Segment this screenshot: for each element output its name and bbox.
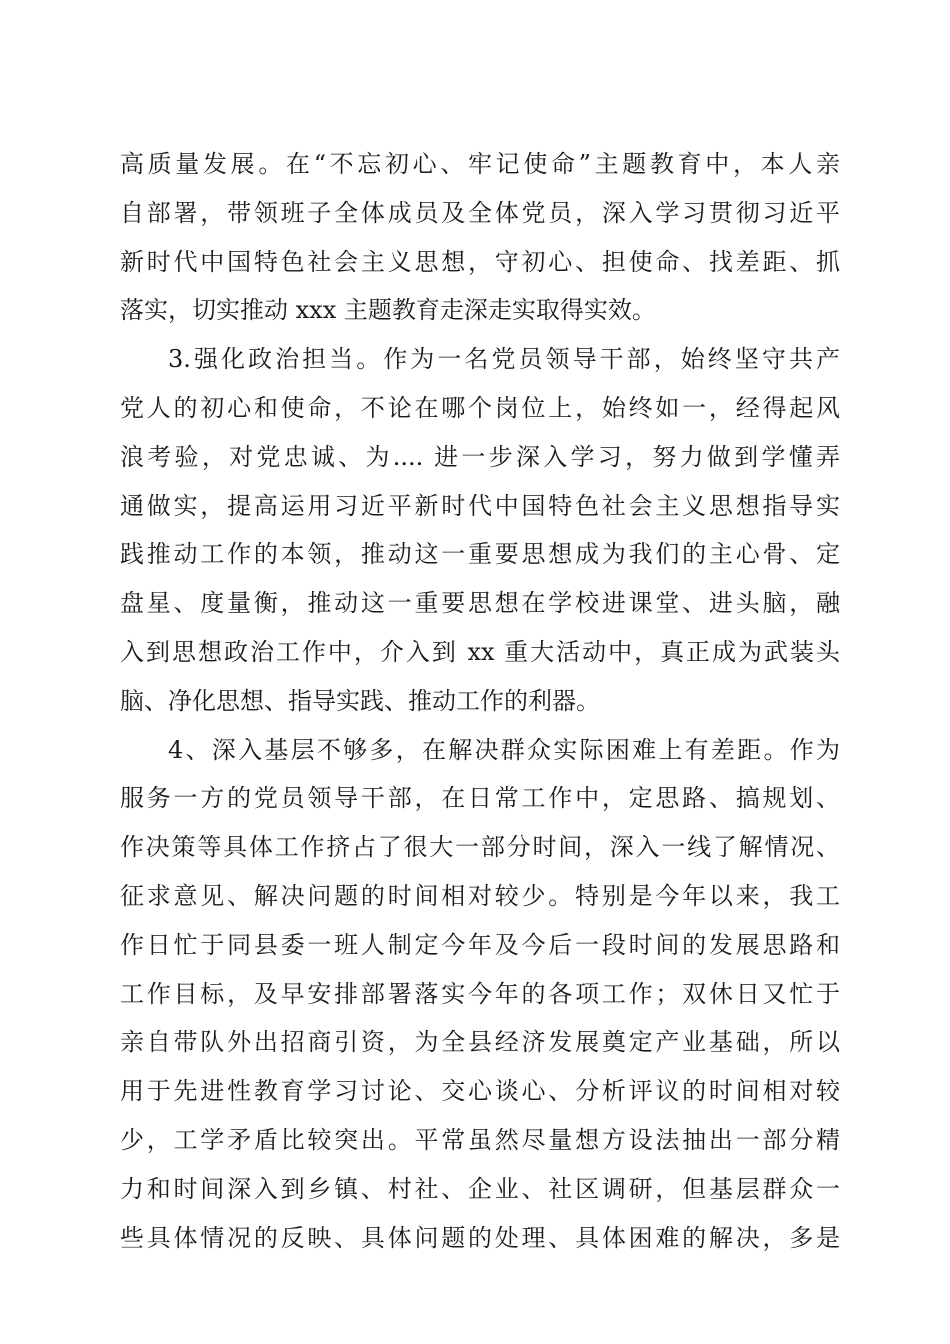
paragraph-line: 4、深入基层不够多，在解决群众实际困难上有差距。作为 bbox=[168, 735, 840, 764]
paragraph-line: 亲自带队外出招商引资，为全县经济发展奠定产业基础，所以 bbox=[120, 1028, 840, 1057]
paragraph-line: 作日忙于同县委一班人制定今年及今后一段时间的发展思路和 bbox=[120, 930, 840, 959]
paragraph-line: 落实，切实推动 xxx 主题教育走深走实取得实效。 bbox=[120, 296, 656, 325]
paragraph-line: 脑、净化思想、指导实践、推动工作的利器。 bbox=[120, 686, 600, 715]
paragraph-line: 高质量发展。在“不忘初心、牢记使命”主题教育中，本人亲 bbox=[120, 150, 840, 178]
paragraph-line: 自部署，带领班子全体成员及全体党员，深入学习贯彻习近平 bbox=[120, 198, 840, 227]
paragraph-line: 作决策等具体工作挤占了很大一部分时间，深入一线了解情况、 bbox=[120, 833, 840, 862]
paragraph-line: 少，工学矛盾比较突出。平常虽然尽量想方设法抽出一部分精 bbox=[120, 1125, 840, 1154]
paragraph-line: 力和时间深入到乡镇、村社、企业、社区调研，但基层群众一 bbox=[120, 1174, 840, 1203]
body-text bbox=[120, 140, 840, 1262]
paragraph-line: 践推动工作的本领，推动这一重要思想成为我们的主心骨、定 bbox=[120, 540, 840, 569]
paragraph-line: 些具体情况的反映、具体问题的处理、具体困难的解决，多是 bbox=[120, 1223, 840, 1252]
paragraph-line: 浪考验，对党忠诚、为.... 进一步深入学习，努力做到学懂弄 bbox=[120, 442, 840, 471]
paragraph-line: 入到思想政治工作中，介入到 xx 重大活动中，真正成为武装头 bbox=[120, 637, 840, 666]
paragraph-line: 新时代中国特色社会主义思想，守初心、担使命、找差距、抓 bbox=[120, 247, 840, 276]
paragraph-line: 通做实，提高运用习近平新时代中国特色社会主义思想指导实 bbox=[120, 491, 840, 520]
paragraph-line: 党人的初心和使命，不论在哪个岗位上，始终如一，经得起风 bbox=[120, 393, 840, 422]
paragraph-line: 3.强化政治担当。作为一名党员领导干部，始终坚守共产 bbox=[168, 345, 840, 374]
paragraph-line: 征求意见、解决问题的时间相对较少。特别是今年以来，我工 bbox=[120, 881, 840, 910]
paragraph-line: 工作目标，及早安排部署落实今年的各项工作；双休日又忙于 bbox=[120, 979, 840, 1008]
paragraph-line: 盘星、度量衡，推动这一重要思想在学校进课堂、进头脑，融 bbox=[120, 589, 840, 618]
paragraph-line: 用于先进性教育学习讨论、交心谈心、分析评议的时间相对较 bbox=[120, 1077, 840, 1106]
paragraph-line: 服务一方的党员领导干部，在日常工作中，定思路、搞规划、 bbox=[120, 784, 840, 813]
